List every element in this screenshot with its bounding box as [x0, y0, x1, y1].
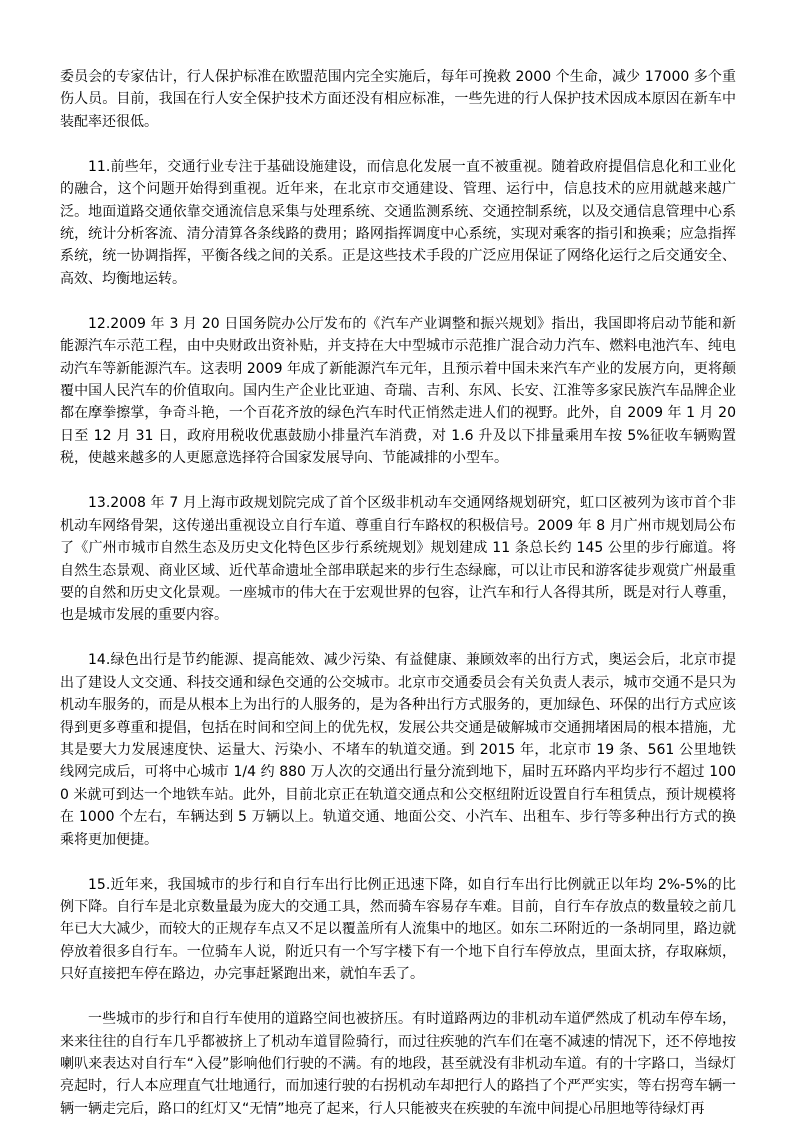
document-page	[60, 66, 736, 1120]
paragraph-11: 11.前些年，交通行业专注于基础设施建设，而信息化发展一直不被重视。随着政府提倡信息化和工业化的融合，这个问题开始得到重视。近年来，在北京市交通建设、管理、运行中，信息技术的应用就越来越广泛。地面道路交通依靠交通流信息采集与处理系统、交通监测系统、交通控制系统，以及交通信息管理中心系统，统计分析客流、清分清算各条线路的费用；路网指挥调度中心系统，实现对乘客的指引和换乘；应急指挥系统，统一协调指挥，平衡各线之间的关系。正是这些技术手段的广泛应用保证了网络化运行之后交通安全、高效、均衡地运转。	[60, 158, 736, 287]
paragraph-13: 13.2008 年 7 月上海市政规划院完成了首个区级非机动车交通网络规划研究，虹口区被列为该市首个非机动车网络骨架，这传递出重视设立自行车道、尊重自行车路权的积极信号。2009 年 8 月广州市规划局公布了《广州市城市自然生态及历史文化特色区步行系统规划》规划建成 11 条总长约 145 公里的步行廊道。将自然生态景观、商业区域、近代革命遗址全部串联起来的步行生态绿廊，可以让市民和游客徒步观赏广州最重要的自然和历史文化景观。一座城市的伟大在于宏观世界的包容，让汽车和行人各得其所，既是对行人尊重，也是城市发展的重要内容。	[60, 495, 736, 624]
paragraph-12: 12.2009 年 3 月 20 日国务院办公厅发布的《汽车产业调整和振兴规划》指出，我国即将启动节能和新能源汽车示范工程，由中央财政出资补贴，并支持在大中型城市示范推广混合动力汽车、燃料电池汽车、纯电动汽车等新能源汽车。这表明 2009 年成了新能源汽车元年，且预示着中国未来汽车产业的发展方向，更将颠覆中国人民汽车的价值取向。国内生产企业比亚迪、奇瑞、吉利、东风、长安、江淮等多家民族汽车品牌企业都在摩拳擦掌，争奇斗艳，一个百花齐放的绿色汽车时代正悄然走进人们的视野。此外，自 2009 年 1 月 20 日至 12 月 31 日，政府用税收优惠鼓励小排量汽车消费，对 1.6 升及以下排量乘用车按 5%征收车辆购置税，使越来越多的人更愿意选择符合国家发展导向、节能减排的小型车。	[60, 315, 736, 467]
paragraph-16: 一些城市的步行和自行车使用的道路空间也被挤压。有时道路两边的非机动车道俨然成了机动车停车场，来来往往的自行车几乎都被挤上了机动车道冒险骑行，而过往疾驰的汽车们在毫不减速的情况下，还不停地按喇叭来表达对自行车“入侵”影响他们行驶的不满。有的地段，甚至就没有非机动车道。有的十字路口，当绿灯亮起时，行人本应理直气壮地通行，而加速行驶的右拐机动车却把行人的路挡了个严严实实，等右拐弯车辆一辆一辆走完后，路口的红灯又“无情”地亮了起来，行人只能被夹在疾驶的车流中间提心吊胆地等待绿灯再	[60, 1011, 736, 1117]
paragraph-15: 15.近年来，我国城市的步行和自行车出行比例正迅速下降，如自行车出行比例就正以年均 2%-5%的比例下降。自行车是北京数量最为庞大的交通工具，然而骑车容易存车难。目前，自行车存放点的数量较之前几年已大大减少，而较大的正规存车点又不足以覆盖所有人流集中的地区。如东二环附近的一条胡同里，路边就停放着很多自行车。一位骑车人说，附近只有一个写字楼下有一个地下自行车停放点，里面太挤，存取麻烦，只好直接把车停在路边，办完事赶紧跑出来，就怕车丢了。	[60, 876, 736, 983]
paragraph-14: 14.绿色出行是节约能源、提高能效、减少污染、有益健康、兼顾效率的出行方式，奥运会后，北京市提出了建设人文交通、科技交通和绿色交通的公交城市。北京市交通委员会有关负责人表示，城市交通不是只为机动车服务的，而是从根本上为出行的人服务的，是为各种出行方式服务的，更加绿色、环保的出行方式应该得到更多尊重和提倡，包括在时间和空间上的优先权，发展公共交通是破解城市交通拥堵困局的根本措施，尤其是要大力发展速度快、运量大、污染小、不堵车的轨道交通。到 2015 年，北京市 19 条、561 公里地铁线网完成后，可将中心城市 1/4 约 880 万人次的交通出行量分流到地下，届时五环路内平均步行不超过 1000 米就可到达一个地铁车站。此外，目前北京正在轨道交通点和公交枢纽附近设置自行车租赁点，预计规模将在 1000 个左右，车辆达到 5 万辆以上。轨道交通、地面公交、小汽车、出租车、步行等多种出行方式的换乘将更加便捷。	[60, 652, 736, 848]
paragraph-10-continuation: 委员会的专家估计，行人保护标准在欧盟范围内完全实施后，每年可挽救 2000 个生命，减少 17000 多个重伤人员。目前，我国在行人安全保护技术方面还没有相应标准，一些先进的行人保护技术因成本原因在新车中装配率还很低。	[60, 69, 736, 130]
